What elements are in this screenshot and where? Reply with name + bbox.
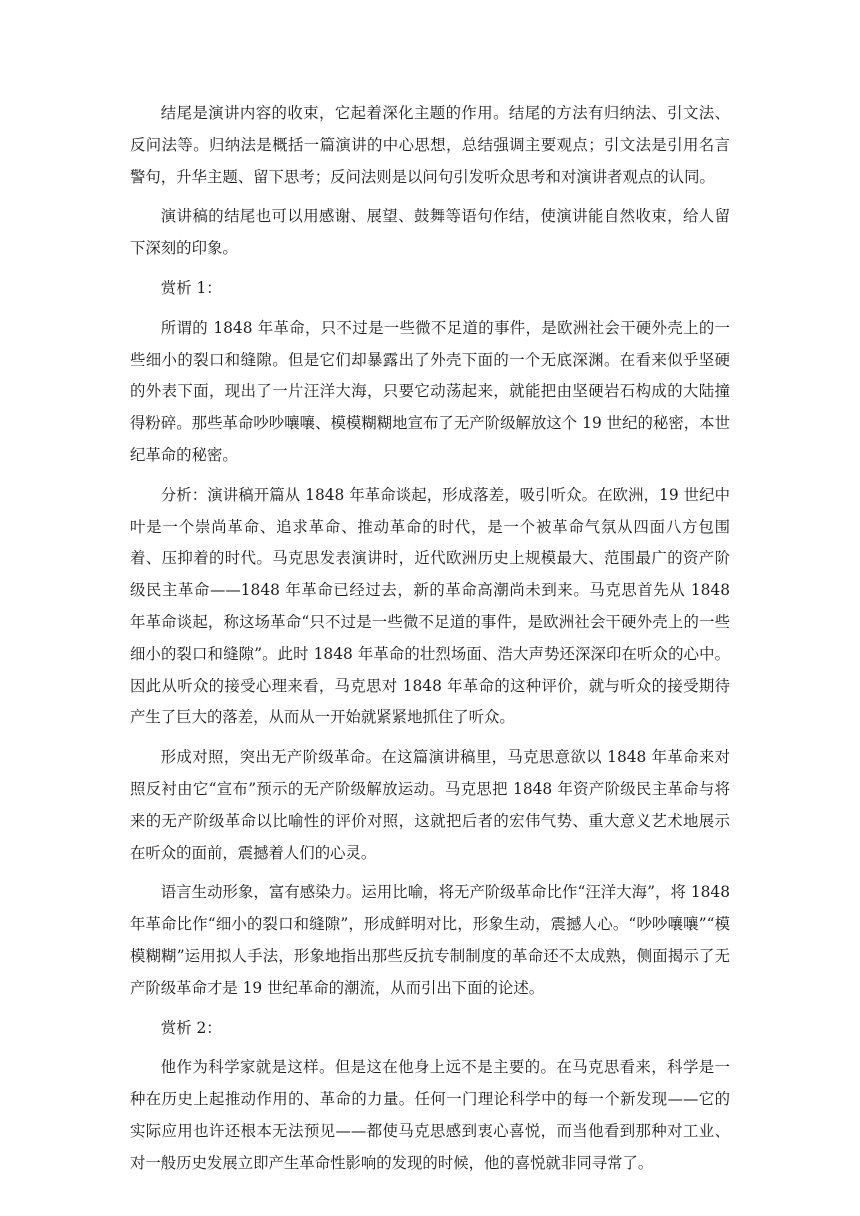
paragraph-analysis: 分析：演讲稿开篇从 1848 年革命谈起，形成落差，吸引听众。在欧洲，19 世纪中叶是一个崇尚革命、追求革命、推动革命的时代，是一个被革命气氛从四面八方包围着、压抑着的时代。马克思发表演讲时，近代欧洲历史上规模最大、范围最广的资产阶级民主革命——1848 年革命已经过去，新的革命高潮尚未到来。马克思首先从 1848 年革命谈起，称这场革命“只不过是一些微不足道的事件，是欧洲社会干硬外壳上的一些细小的裂口和缝隙”。此时 1848 年革命的壮烈场面、浩大声势还深深印在听众的心中。因此从听众的接受心理来看，马克思对 1848 年革命的这种评价，就与听众的接受期待产生了巨大的落差，从而从一开始就紧紧地抓住了听众。 [130,485,730,727]
section-heading-appreciation-1: 赏析 1： [160,278,222,297]
paragraph-language: 语言生动形象，富有感染力。运用比喻，将无产阶级革命比作“汪洋大海”，将 1848 年革命比作“细小的裂口和缝隙”，形成鲜明对比，形象生动，震撼人心。“吵吵嚷嚷”“模模糊糊”运用拟人手法，形象地指出那些反抗专制制度的革命还不太成熟，侧面揭示了无产阶级革命才是 19 世纪革命的潮流，从而引出下面的论述。 [130,883,730,997]
section-heading-appreciation-2: 赏析 2： [160,1018,222,1037]
paragraph-ending-closing: 演讲稿的结尾也可以用感谢、展望、鼓舞等语句作结，使演讲能自然收束，给人留下深刻的印象。 [130,207,730,258]
paragraph-quote-scientist: 他作为科学家就是这样。但是这在他身上远不是主要的。在马克思看来，科学是一种在历史上起推动作用的、革命的力量。任何一门理论科学中的每一个新发现——它的实际应用也许还根本无法预见——都使马克思感到衷心喜悦，而当他看到那种对工业、对一般历史发展立即产生革命性影响的发现的时候，他的喜悦就非同寻常了。 [130,1058,730,1172]
paragraph-contrast: 形成对照，突出无产阶级革命。在这篇演讲稿里，马克思意欲以 1848 年革命来对照反衬由它“宣布”预示的无产阶级解放运动。马克思把 1848 年资产阶级民主革命与将来的无产阶级革命以比喻性的评价对照，这就把后者的宏伟气势、重大意义艺术地展示在听众的面前，震撼着人们的心灵。 [130,748,730,862]
document-body [130,98,730,1188]
paragraph-ending-methods: 结尾是演讲内容的收束，它起着深化主题的作用。结尾的方法有归纳法、引文法、反问法等。归纳法是概括一篇演讲的中心思想，总结强调主要观点；引文法是引用名言警句，升华主题、留下思考；反问法则是以问句引发听众思考和对演讲者观点的认同。 [130,104,730,186]
paragraph-quote-1848: 所谓的 1848 年革命，只不过是一些微不足道的事件，是欧洲社会干硬外壳上的一些细小的裂口和缝隙。但是它们却暴露出了外壳下面的一个无底深渊。在看来似乎坚硬的外表下面，现出了一片汪洋大海，只要它动荡起来，就能把由坚硬岩石构成的大陆撞得粉碎。那些革命吵吵嚷嚷、模模糊糊地宣布了无产阶级解放这个 19 世纪的秘密，本世纪革命的秘密。 [130,318,730,464]
